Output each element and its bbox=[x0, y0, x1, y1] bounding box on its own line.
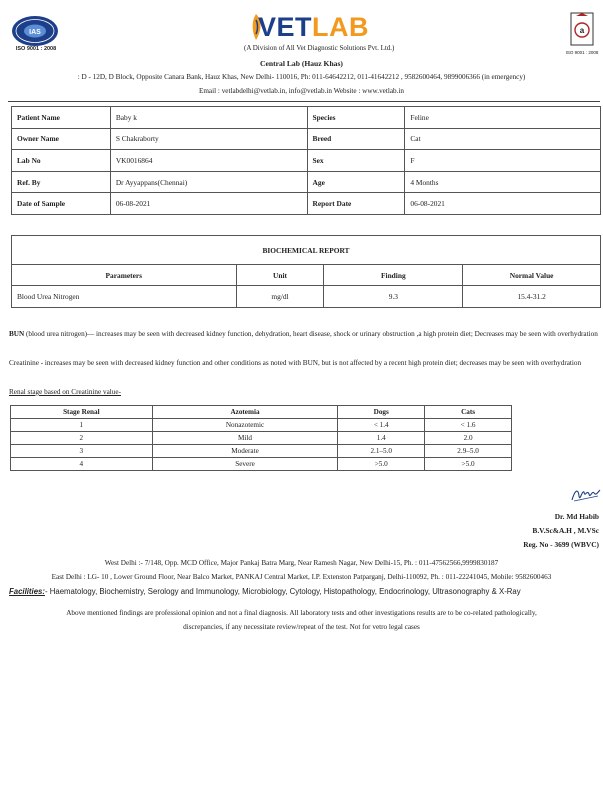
table-row bbox=[12, 128, 601, 150]
table-row bbox=[11, 406, 512, 419]
stage-cell: 1 bbox=[11, 419, 153, 432]
column-header: Normal Value bbox=[463, 265, 601, 286]
column-header: Azotemia bbox=[152, 406, 338, 419]
species-value: Feline bbox=[405, 107, 601, 129]
table-row bbox=[12, 150, 601, 172]
cats-cell: >5.0 bbox=[425, 458, 512, 471]
stage-cell: 4 bbox=[11, 458, 153, 471]
iso-label-right: ISO 9001 : 2008 bbox=[565, 50, 599, 55]
normal-value-cell: 15.4-31.2 bbox=[463, 286, 601, 308]
owner-name-value: S Chakraborty bbox=[110, 128, 307, 150]
renal-stage-table bbox=[10, 405, 512, 471]
doctor-name: Dr. Md Habib bbox=[554, 512, 599, 521]
patient-name-value: Baby k bbox=[110, 107, 307, 129]
date-of-sample-value: 06-08-2021 bbox=[110, 193, 307, 215]
ref-by-label: Ref. By bbox=[12, 171, 111, 193]
column-header: Finding bbox=[324, 265, 463, 286]
table-row bbox=[12, 171, 601, 193]
sex-value: F bbox=[405, 150, 601, 172]
table-row bbox=[11, 445, 512, 458]
biochemical-report-table bbox=[11, 235, 601, 308]
age-label: Age bbox=[307, 171, 405, 193]
dogs-cell: >5.0 bbox=[338, 458, 425, 471]
brand-logo: VETLAB bbox=[258, 12, 370, 42]
stage-cell: 3 bbox=[11, 445, 153, 458]
patient-name-label: Patient Name bbox=[12, 107, 111, 129]
signature-image bbox=[570, 484, 602, 504]
facilities-line: Facilities:- Haematology, Biochemistry, Serology and Immunology, Microbiology, Cytology, Histopathology, Endocrinology, Ultrasonography & X-Ray bbox=[9, 587, 521, 596]
azotemia-cell: Nonazotemic bbox=[152, 419, 338, 432]
report-title: BIOCHEMICAL REPORT bbox=[12, 236, 601, 265]
sex-label: Sex bbox=[307, 150, 405, 172]
lab-contact: Email : vetlabdelhi@vetlab.in, info@vetlab.in Website : www.vetlab.in bbox=[198, 87, 405, 95]
lab-title: Central Lab (Hauz Khas) bbox=[260, 59, 343, 68]
doctor-registration: Reg. No - 3699 (WBVC) bbox=[523, 540, 599, 549]
unit-cell: mg/dl bbox=[236, 286, 324, 308]
ref-by-value: Dr Ayyappans(Chennai) bbox=[110, 171, 307, 193]
west-delhi-address: West Delhi :- 7/148, Opp. MCD Office, Major Pankaj Batra Marg, Near Ramesh Nagar, New Delhi-15, Ph. : 011-47562566,9999830187 bbox=[104, 559, 499, 567]
cats-cell: 2.9–5.0 bbox=[425, 445, 512, 458]
cats-cell: < 1.6 bbox=[425, 419, 512, 432]
renal-stage-title: Renal stage based on Creatinine value- bbox=[9, 388, 121, 396]
column-header: Unit bbox=[236, 265, 324, 286]
east-delhi-address: East Delhi : LG- 10 , Lower Ground Floor, Near Balco Market, PANKAJ Central Market, I.P. Extenston Patparganj, Delhi-110092, Ph. : 011-22241045, Mobile: 9582600463 bbox=[51, 573, 552, 581]
azotemia-cell: Moderate bbox=[152, 445, 338, 458]
finding-cell: 9.3 bbox=[324, 286, 463, 308]
report-date-value: 06-08-2021 bbox=[405, 193, 601, 215]
table-row bbox=[11, 419, 512, 432]
disclaimer-line-1: Above mentioned findings are professional opinion and not a final diagnosis. All laboratory tests and other investigations results are to be co-related pathologically, bbox=[66, 609, 537, 617]
table-row bbox=[12, 286, 601, 308]
breed-value: Cat bbox=[405, 128, 601, 150]
breed-label: Breed bbox=[307, 128, 405, 150]
header-divider bbox=[8, 101, 600, 102]
owner-name-label: Owner Name bbox=[12, 128, 111, 150]
column-header: Stage Renal bbox=[11, 406, 153, 419]
svg-text:IAS: IAS bbox=[29, 29, 41, 36]
stage-cell: 2 bbox=[11, 432, 153, 445]
doctor-degree: B.V.Sc&A.H , M.VSc bbox=[532, 526, 599, 535]
lab-address: : D - 12D, D Block, Opposite Canara Bank, Hauz Khas, New Delhi- 110016, Ph: 011-64642212, 011-41642212 , 9582600464, 9899006366 (in emergency) bbox=[77, 73, 526, 81]
azotemia-cell: Severe bbox=[152, 458, 338, 471]
patient-details-table bbox=[11, 106, 601, 215]
column-header: Cats bbox=[425, 406, 512, 419]
dogs-cell: 2.1–5.0 bbox=[338, 445, 425, 458]
svg-text:a: a bbox=[579, 26, 585, 35]
lab-no-value: VK0016864 bbox=[110, 150, 307, 172]
certification-seal-icon bbox=[570, 12, 594, 46]
iso-label-left: ISO 9001 : 2008 bbox=[15, 46, 57, 52]
table-row bbox=[12, 265, 601, 286]
table-row bbox=[11, 432, 512, 445]
table-row bbox=[12, 193, 601, 215]
disclaimer-line-2: discrepancies, if any necessitate review/repeat of the test. Not for vetro legal cases bbox=[183, 623, 420, 631]
report-date-label: Report Date bbox=[307, 193, 405, 215]
creatinine-note: Creatinine - increases may be seen with decreased kidney function and other conditions as noted with BUN, but is not affected by a recent high protein diet; decreases may be seen with overhydration bbox=[9, 359, 582, 367]
parameter-cell: Blood Urea Nitrogen bbox=[12, 286, 237, 308]
table-row bbox=[11, 458, 512, 471]
brand-subtitle: (A Division of All Vet Diagnostic Solutions Pvt. Ltd.) bbox=[244, 44, 395, 52]
cats-cell: 2.0 bbox=[425, 432, 512, 445]
table-row bbox=[12, 107, 601, 129]
bun-note: BUN (blood urea nitrogen)— increases may be seen with decreased kidney function, dehydration, heart disease, shock or urinary obstruction ,a high protein diet; Decreases may be seen with overhydration bbox=[9, 330, 598, 338]
age-value: 4 Months bbox=[405, 171, 601, 193]
column-header: Parameters bbox=[12, 265, 237, 286]
dogs-cell: 1.4 bbox=[338, 432, 425, 445]
date-of-sample-label: Date of Sample bbox=[12, 193, 111, 215]
table-row bbox=[12, 236, 601, 265]
lab-no-label: Lab No bbox=[12, 150, 111, 172]
species-label: Species bbox=[307, 107, 405, 129]
dogs-cell: < 1.4 bbox=[338, 419, 425, 432]
azotemia-cell: Mild bbox=[152, 432, 338, 445]
column-header: Dogs bbox=[338, 406, 425, 419]
